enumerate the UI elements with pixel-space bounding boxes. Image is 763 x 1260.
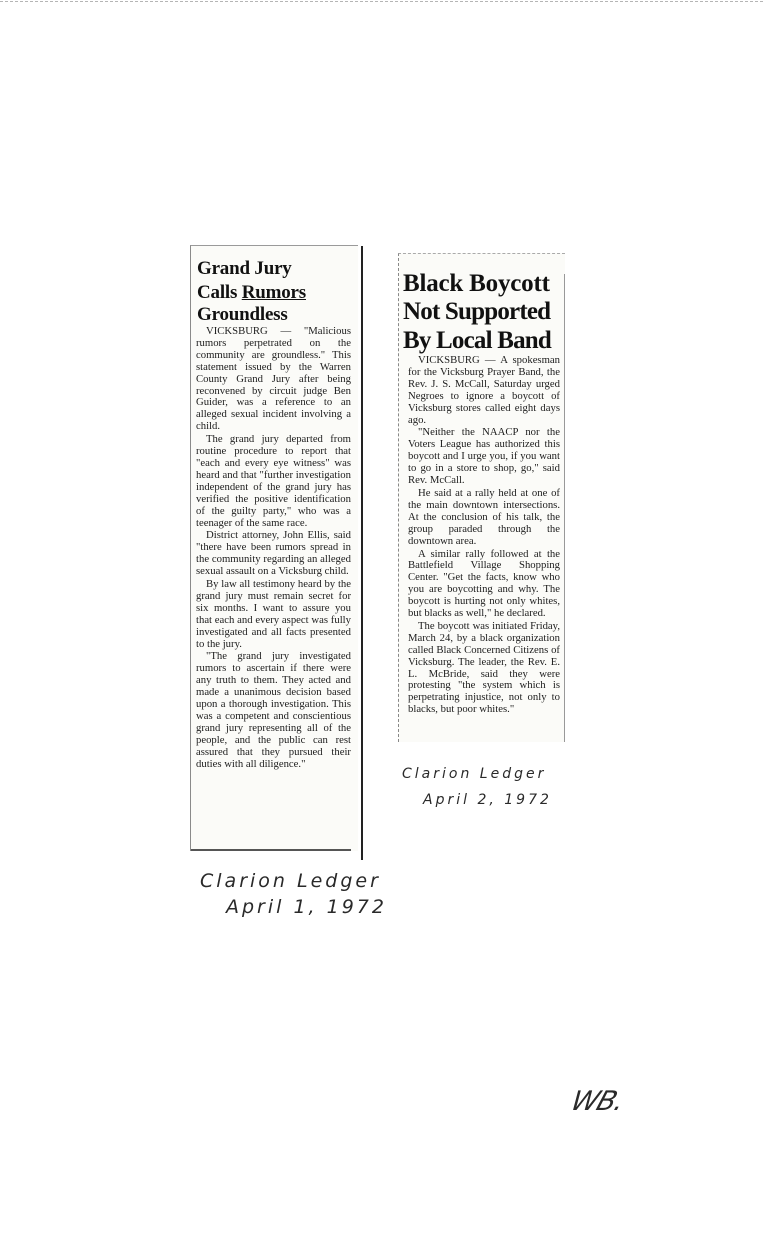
paragraph: The boycott was initiated Friday, March 24, by a black organization called Black Concerned Citizens of Vicksburg. The leader, the Rev. E. L. McBride, said they were protesting "the system which is perpetrating injustice, not only to blacks, but poor whites."	[408, 619, 560, 716]
paragraph: VICKSBURG — A spokesman for the Vicksburg Prayer Band, the Rev. J. S. McCall, Saturday urged Negroes to ignore a boycott of Vicksburg stores called eight days ago.	[408, 354, 560, 426]
paragraph: By law all testimony heard by the grand jury must remain secret for six months. I want to assure you that each and every aspect was fully investigated and all facts presented to the jury.	[196, 578, 351, 650]
headline-word: Rumors	[241, 282, 306, 303]
news-clipping-black-boycott	[398, 253, 565, 742]
clipping-edge-rule	[361, 246, 363, 860]
handwritten-source-name: Clarion Ledger	[200, 870, 381, 892]
headline-line-2: Calls Rumors	[197, 282, 306, 303]
paragraph: VICKSBURG — "Malicious rumors perpetrated on the community are groundless." This statement issued by the Warren County Grand Jury after being reconvened by circuit judge Ben Guider, was a reference to an alleged sexual incident involving a child.	[196, 325, 351, 433]
headline-line-2: Not Supported	[403, 298, 551, 325]
handwritten-source-date: April 1, 1972	[226, 896, 387, 918]
headline-line-1: Black Boycott	[403, 270, 550, 297]
paragraph: District attorney, John Ellis, said "there have been rumors spread in the community regarding an alleged sexual assault on a Vicksburg child.	[196, 529, 351, 578]
paragraph: The grand jury departed from routine procedure to report that "each and every eye witness" was heard and that "further investigation independent of the grand jury has verified the positive identification of the guilty party," who was a teenager of the same race.	[196, 433, 351, 529]
headline-line-1: Grand Jury	[197, 258, 292, 279]
handwritten-source-date: April 2, 1972	[423, 792, 552, 808]
paragraph: He said at a rally held at one of the main downtown intersections. At the conclusion of his talk, the group paraded through the downtown area.	[408, 486, 560, 547]
handwritten-source-name: Clarion Ledger	[402, 766, 547, 782]
clipping-edge-rule	[564, 274, 565, 742]
paragraph: "The grand jury investigated rumors to ascertain if there were any truth to them. They acted and made a unanimous decision based upon a thorough investigation. This was a competent and conscientious grand jury representing all of the people, and the public can rest assured that they pursued their duties with all diligence."	[196, 650, 351, 770]
handwritten-initials: WB.	[566, 1086, 628, 1117]
paragraph: A similar rally followed at the Battlefield Village Shopping Center. "Get the facts, know who you are boycotting and why. The boycott is hurting not only whites, but blacks as well," he declared.	[408, 547, 560, 620]
headline-line-3: By Local Band	[403, 327, 551, 354]
article-body	[196, 326, 351, 772]
article-body	[408, 355, 560, 717]
paragraph: "Neither the NAACP nor the Voters League has authorized this boycott and I urge you, if you want to go in a store to shop, go," said Rev. McCall.	[408, 426, 560, 487]
news-clipping-grand-jury	[190, 245, 358, 851]
headline-line-3: Groundless	[197, 304, 288, 325]
top-border	[0, 1, 763, 2]
clipping-bottom-rule	[191, 849, 351, 851]
